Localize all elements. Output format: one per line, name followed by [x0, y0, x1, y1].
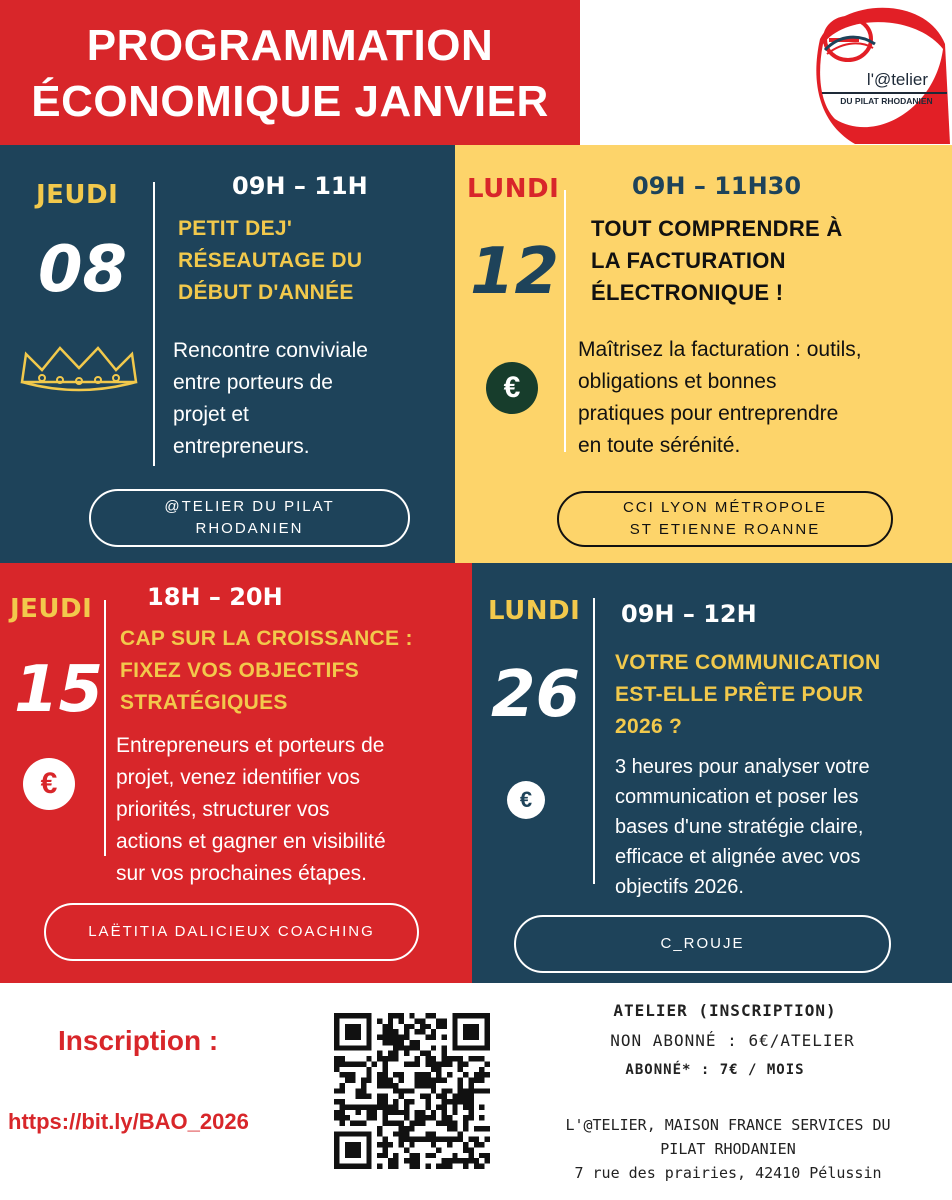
logo-subtitle: DU PILAT RHODANIEN — [840, 96, 933, 106]
event-date: 08 — [38, 233, 128, 307]
event-description: Maîtrisez la facturation : outils, obligations et bonnes pratiques pour entreprendre en toute sérénité. — [578, 338, 862, 457]
divider-line — [153, 182, 155, 466]
event-time: 09H – 11H30 — [632, 172, 802, 200]
event-time: 18H – 20H — [147, 583, 283, 611]
divider-line — [593, 598, 595, 884]
page-title: PROGRAMMATION ÉCONOMIQUE JANVIER — [31, 21, 549, 126]
price-abonne: ABONNÉ* : 7€ / MOIS — [625, 1062, 805, 1078]
event-date: 15 — [14, 653, 104, 727]
event-title: TOUT COMPRENDRE À LA FACTURATION ÉLECTRONIQUE ! — [591, 216, 843, 305]
euro-icon: € — [486, 362, 538, 414]
divider-line — [104, 600, 106, 856]
euro-icon: € — [23, 758, 75, 810]
event-location: @TELIER DU PILAT RHODANIEN — [89, 489, 410, 547]
event-date: 12 — [470, 235, 560, 309]
inscription-label: Inscription : — [58, 1025, 219, 1056]
event-location: LAËTITIA DALICIEUX COACHING — [44, 903, 419, 961]
event-time: 09H – 12H — [621, 600, 757, 628]
event-description: Entrepreneurs et porteurs de projet, venez identifier vos priorités, structurer vos actions et gagner en visibilité sur vos prochaines étapes. — [116, 734, 386, 885]
event-location: CCI LYON MÉTROPOLE ST ETIENNE ROANNE — [557, 491, 893, 547]
logo-name: l'@telier — [866, 70, 929, 89]
logo-divider — [822, 92, 947, 94]
inscription-link[interactable]: https://bit.ly/BAO_2026 — [8, 1109, 249, 1134]
event-location: C_ROUJE — [514, 915, 891, 973]
event-title: VOTRE COMMUNICATION EST-ELLE PRÊTE POUR 2026 ? — [615, 651, 881, 738]
event-day: JEUDI — [36, 180, 119, 210]
price-non-abonne: NON ABONNÉ : 6€/ATELIER — [610, 1031, 855, 1050]
euro-icon: € — [507, 781, 545, 819]
event-title: CAP SUR LA CROISSANCE : FIXEZ VOS OBJECTIFS STRATÉGIQUES — [120, 627, 413, 714]
event-description: 3 heures pour analyser votre communication et poser les bases d'une stratégie claire, efficace et alignée avec vos objectifs 2026. — [615, 756, 870, 898]
crown-icon — [18, 342, 140, 398]
event-day: LUNDI — [488, 596, 581, 626]
event-date: 26 — [491, 658, 581, 732]
event-day: JEUDI — [10, 594, 93, 624]
qr-code[interactable] — [334, 1013, 490, 1169]
divider-line — [564, 190, 566, 452]
atelier-heading: ATELIER (INSCRIPTION) — [613, 1001, 837, 1020]
event-time: 09H – 11H — [232, 172, 368, 200]
event-day: LUNDI — [467, 174, 560, 204]
event-description: Rencontre conviviale entre porteurs de projet et entrepreneurs. — [173, 339, 368, 458]
address: L'@TELIER, MAISON FRANCE SERVICES DU PILAT RHODANIEN 7 rue des prairies, 42410 Pélussin — [565, 1116, 891, 1182]
event-title: PETIT DEJ' RÉSEAUTAGE DU DÉBUT D'ANNÉE — [178, 217, 363, 304]
